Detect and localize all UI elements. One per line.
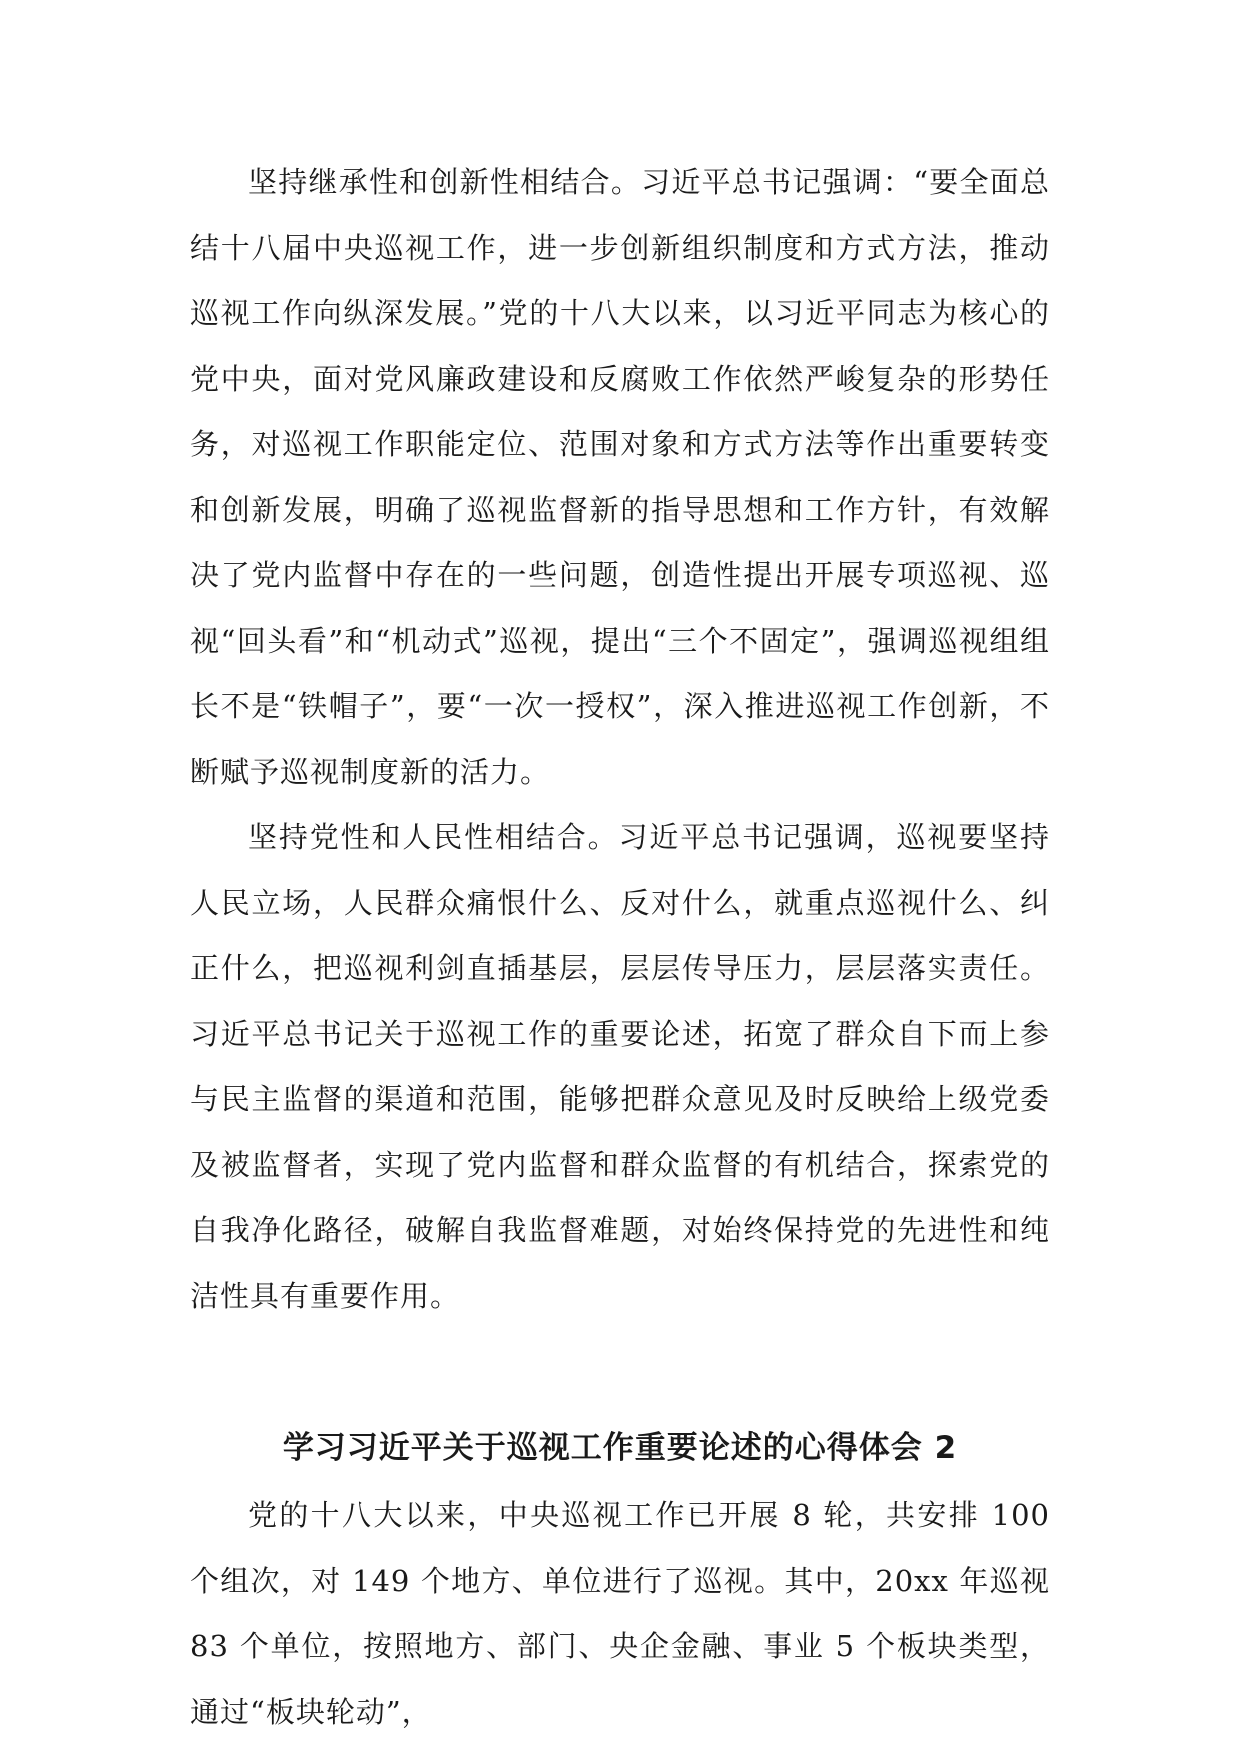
section-spacer (190, 1329, 1050, 1413)
document-body (190, 150, 1050, 1745)
paragraph-inheritance-innovation: 坚持继承性和创新性相结合。习近平总书记强调：“要全面总结十八届中央巡视工作，进一步创新组织制度和方式方法，推动巡视工作向纵深发展。”党的十八大以来，以习近平同志为核心的党中央，面对党风廉政建设和反腐败工作依然严峻复杂的形势任务，对巡视工作职能定位、范围对象和方式方法等作出重要转变和创新发展，明确了巡视监督新的指导思想和工作方针，有效解决了党内监督中存在的一些问题，创造性提出开展专项巡视、巡视“回头看”和“机动式”巡视，提出“三个不固定”，强调巡视组组长不是“铁帽子”，要“一次一授权”，深入推进巡视工作创新，不断赋予巡视制度新的活力。 (190, 165, 1050, 789)
paragraph-inspection-rounds: 党的十八大以来，中央巡视工作已开展 8 轮，共安排 100 个组次，对 149 个地方、单位进行了巡视。其中，20xx 年巡视 83 个单位，按照地方、部门、央企金融、事业 5 个板块类型，通过“板块轮动”， (190, 1498, 1050, 1729)
section-2-title: 学习习近平关于巡视工作重要论述的心得体会 2 (282, 1430, 958, 1466)
paragraph-party-people: 坚持党性和人民性相结合。习近平总书记强调，巡视要坚持人民立场，人民群众痛恨什么、反对什么，就重点巡视什么、纠正什么，把巡视利剑直插基层，层层传导压力，层层落实责任。习近平总书记关于巡视工作的重要论述，拓宽了群众自下而上参与民主监督的渠道和范围，能够把群众意见及时反映给上级党委及被监督者，实现了党内监督和群众监督的有机结合，探索党的自我净化路径，破解自我监督难题，对始终保持党的先进性和纯洁性具有重要作用。 (190, 820, 1050, 1313)
